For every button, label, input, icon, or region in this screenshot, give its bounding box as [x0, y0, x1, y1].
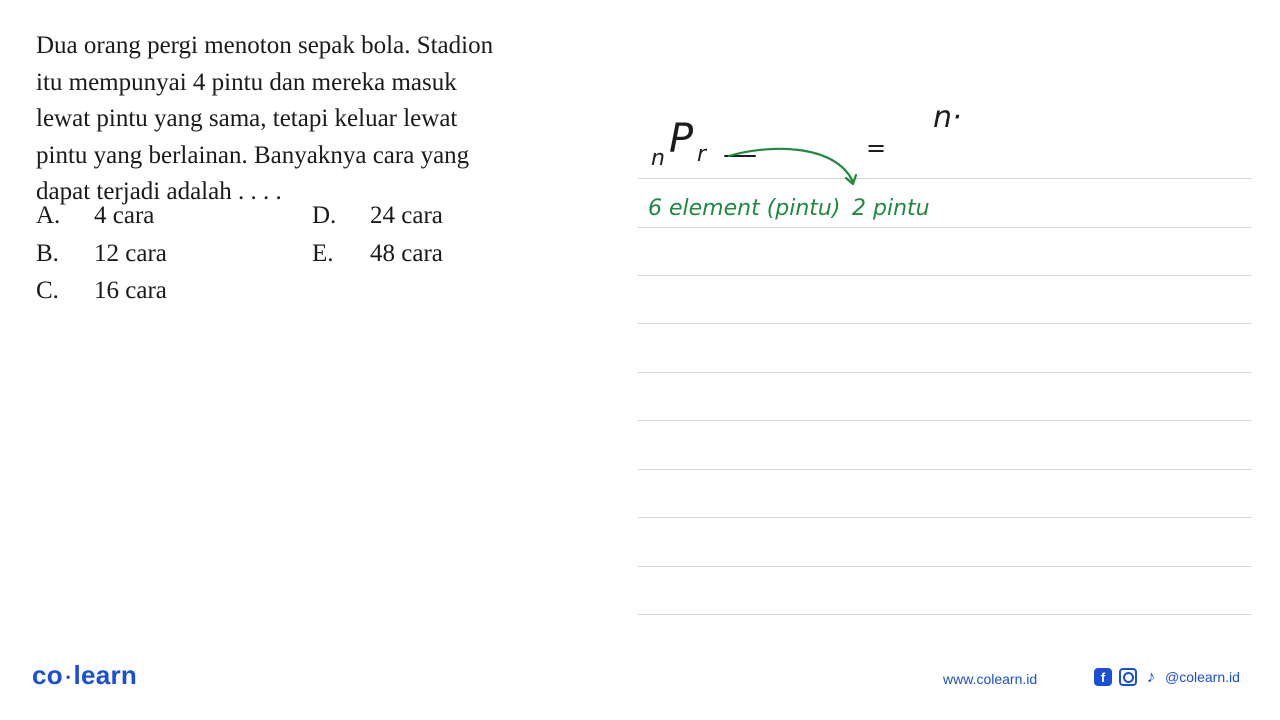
hw-arrow — [725, 140, 865, 200]
facebook-icon[interactable]: f — [1094, 668, 1112, 686]
option-letter: D. — [312, 202, 337, 229]
tiktok-icon[interactable]: ♪ — [1146, 667, 1156, 686]
rule-line — [638, 372, 1252, 373]
rule-line — [638, 566, 1252, 567]
hw-r-subscript: r — [697, 142, 707, 167]
option-letter: E. — [312, 240, 334, 267]
rule-line — [638, 275, 1252, 276]
rule-line — [638, 420, 1252, 421]
option-text: 12 cara — [94, 240, 167, 267]
option-text: 24 cara — [370, 202, 443, 229]
website-link[interactable]: www.colearn.id — [943, 671, 1038, 687]
rule-line — [638, 517, 1252, 518]
option-text: 48 cara — [370, 240, 443, 267]
rule-line — [638, 227, 1252, 228]
option-letter: A. — [36, 202, 61, 229]
option-letter: B. — [36, 240, 59, 267]
hw-element-note: 6 element (pintu) — [648, 196, 841, 221]
hw-n-subscript: n — [651, 146, 665, 171]
social-handle[interactable]: @colearn.id — [1165, 669, 1240, 685]
rule-line — [638, 614, 1252, 615]
question-line: Dua orang pergi menoton sepak bola. Stadion — [36, 32, 494, 59]
instagram-icon[interactable] — [1119, 668, 1137, 686]
rule-line — [638, 469, 1252, 470]
logo-learn: learn — [73, 660, 138, 690]
social-links — [1094, 668, 1240, 686]
logo-dot-icon: • — [65, 670, 71, 685]
hw-equals: = — [866, 134, 887, 162]
hw-n-dot: n· — [933, 100, 962, 135]
hw-two-doors: 2 pintu — [852, 196, 930, 221]
logo-co: co — [32, 660, 63, 690]
option-letter: C. — [36, 277, 59, 304]
question-line: itu mempunyai 4 pintu dan mereka masuk — [36, 68, 457, 96]
ruled-lines — [638, 0, 1252, 620]
option-text: 4 cara — [94, 202, 155, 229]
hw-permutation-p: P — [669, 116, 694, 162]
colearn-logo[interactable] — [32, 660, 137, 691]
question-line: pintu yang berlainan. Banyaknya cara yang — [36, 141, 470, 169]
option-text: 16 cara — [94, 277, 167, 304]
question-line: lewat pintu yang sama, tetapi keluar lewat — [36, 105, 458, 132]
question-line: dapat terjadi adalah . . . . — [36, 178, 282, 205]
question-text — [36, 28, 563, 211]
rule-line — [638, 323, 1252, 324]
